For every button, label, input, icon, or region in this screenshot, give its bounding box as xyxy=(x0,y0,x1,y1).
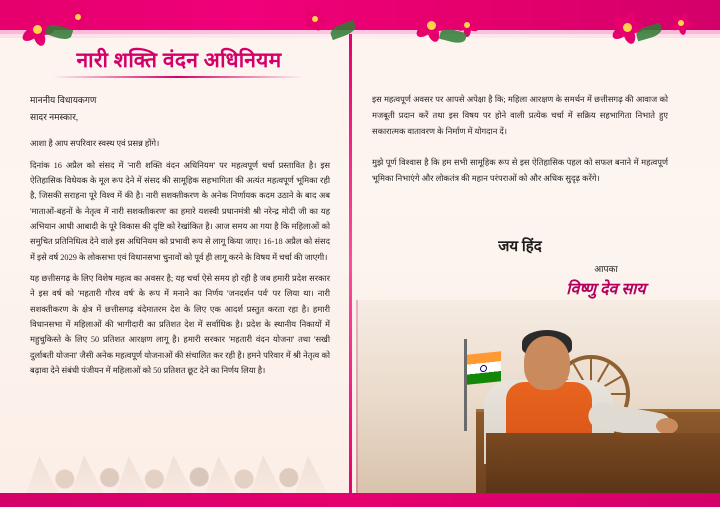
right-paragraph-1: इस महत्वपूर्ण अवसर पर आपसे अपेक्षा है कि; महिला आरक्षण के समर्थन में छत्तीसगढ़ की आवाज को मजबूती प्रदान करें तथा इस विषय पर होने वाली प्रत्येक चर्चा में सक्रिय सहभागिता निभाते हुए सकारात्मक वातावरण के निर्माण में योगदान दें। xyxy=(372,95,668,137)
closing-slogan: जय हिंद xyxy=(498,239,542,255)
column-divider xyxy=(349,34,352,493)
signature-block xyxy=(536,262,676,299)
title-underline xyxy=(52,76,304,78)
signature-name: विष्णु देव साय xyxy=(566,281,646,298)
portrait-photo xyxy=(356,300,720,493)
background-watermark-figures xyxy=(20,423,340,493)
flower-icon xyxy=(300,4,330,34)
salutation-line-2: सादर नमस्कार, xyxy=(30,112,79,123)
letter-body-left xyxy=(30,92,330,384)
salutation xyxy=(30,92,330,126)
flower-icon xyxy=(666,8,696,38)
right-paragraph-2: मुझे पूर्ण विश्वास है कि हम सभी सामूहिक रूप से इस ऐतिहासिक पहल को सफल बनाने में महत्वपूर्ण भूमिका निभाएंगे और लोकतंत्र की महान परंपराओं को और अधिक सुदृढ़ करेंगे। xyxy=(372,157,668,183)
bottom-decorative-band xyxy=(0,493,720,507)
letter-body-right xyxy=(372,92,668,201)
signature-label: आपका xyxy=(594,264,618,274)
flower-icon xyxy=(408,2,454,48)
left-paragraph-2: दिनांक 16 अप्रैल को संसद में 'नारी शक्ति वंदन अधिनियम' पर महत्वपूर्ण चर्चा प्रस्तावित है। इस ऐतिहासिक विधेयक के मूल रूप देने में संसद की सामूहिक सहभागिता की अत्यंत महत्वपूर्ण भूमिका रही है, जिसकी सराहना पूरे विश्व में की है। नारी सशक्तीकरण के अनेक निर्णायक कदम उठाने के बाद अब 'माताओं-बहनों के नेतृत्व में नारी सशक्तीकरण' का हमारे यशस्वी प्रधानमंत्री श्री नरेन्द्र मोदी जी का यह अभियान आधी आबादी के पूरे विकास की दृष्टि को रेखांकित है। आज समय आ गया है कि महिलाओं को समुचित प्रतिनिधित्व देने वाले इस अधिनियम को प्रभावी रूप से लागू किया जाए। 16-18 अप्रैल को संसद में इसे वर्ष 2029 के लोकसभा एवं विधानसभा चुनावों को पूर्व ही लागू करने के विषय में चर्चा की जाएगी। xyxy=(30,160,330,262)
left-paragraph-3: यह छत्तीसगढ़ के लिए विशेष महत्व का अवसर है; यह चर्चा ऐसे समय हो रही है जब हमारी प्रदेश सरकार ने इस वर्ष को 'महतारी गौरव वर्ष' के रूप में मनाने का निर्णय 'जनदर्शन पर्व' पर लिया था। नारी सशक्तीकरण के क्षेत्र में छत्तीसगढ़ वंदेमातरम देश के लिए एक आदर्श प्रस्तुत करता रहा है। हमारी विधानसभा में महिलाओं की भागीदारी का प्रतिशत देश में सर्वाधिक है। प्रदेश के स्थानीय निकायों में महुचुकिस्ते के लिए 50 प्रतिशत आरक्षण लागू है। हमारी सरकार 'महतारी वंदन योजना' तथा 'सखी दुर्लाबती योजना' जैसी अनेक महत्वपूर्ण योजनाओं की संचालित कर रही है। हमने परिवार में श्री नेतृत्व को बढ़ावा देने संबंधी पंजीयन में महिलाओं को 50 प्रतिशत छूट देने का निर्णय लिया है। xyxy=(30,273,330,375)
left-paragraph-1: आशा है आप सपरिवार स्वस्थ एवं प्रसन्न होंगे। xyxy=(30,139,160,149)
salutation-line-1: माननीय विधायकगण xyxy=(30,95,97,105)
document-title: नारी शक्ति वंदन अधिनियम xyxy=(76,48,282,72)
